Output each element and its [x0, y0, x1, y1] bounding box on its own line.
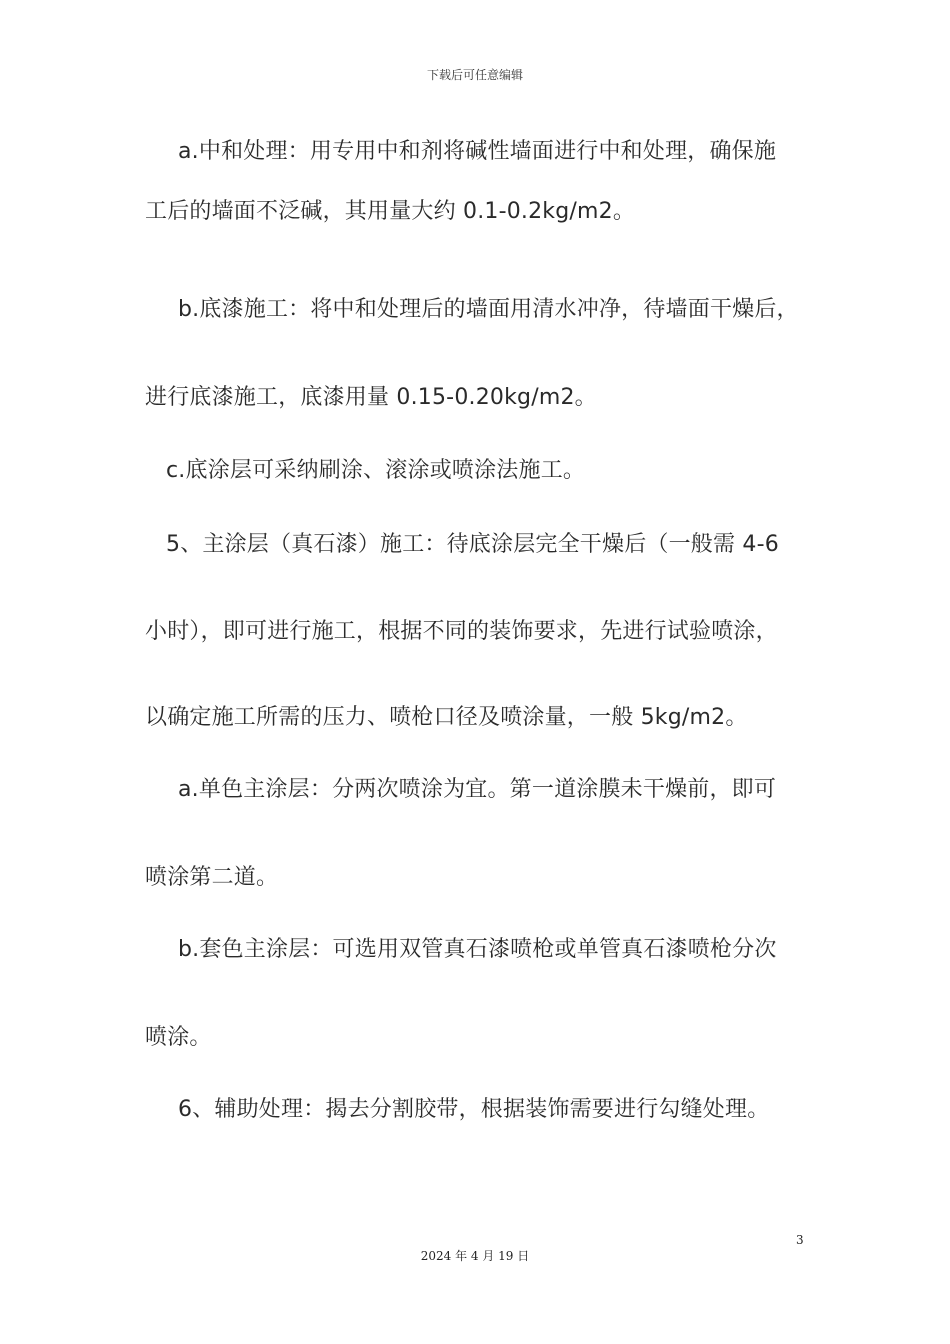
footer-date: 2024 年 4 月 19 日 [420, 1249, 530, 1263]
body-line: 小时），即可进行施工，根据不同的装饰要求，先进行试验喷涂， [145, 619, 778, 644]
body-line: c.底涂层可采纳刷涂、滚涂或喷涂法施工。 [166, 458, 586, 483]
body-line: a.中和处理：用专用中和剂将碱性墙面进行中和处理，确保施 [178, 139, 777, 164]
body-line: 喷涂第二道。 [145, 865, 279, 890]
body-line: 进行底漆施工，底漆用量 0.15-0.20kg/m2。 [145, 385, 597, 410]
page-number: 3 [796, 1233, 804, 1247]
page-header: 下载后可任意编辑 [426, 68, 523, 82]
body-line: 工后的墙面不泛碱，其用量大约 0.1-0.2kg/m2。 [145, 199, 636, 224]
body-line: a.单色主涂层：分两次喷涂为宜。第一道涂膜未干燥前，即可 [178, 777, 777, 802]
body-line: 6、辅助处理：揭去分割胶带，根据装饰需要进行勾缝处理。 [178, 1097, 770, 1122]
body-line: b.底漆施工：将中和处理后的墙面用清水冲净，待墙面干燥后， [178, 297, 799, 322]
body-line: 以确定施工所需的压力、喷枪口径及喷涂量，一般 5kg/m2。 [145, 705, 748, 730]
body-line: 喷涂。 [145, 1025, 212, 1050]
body-line: b.套色主涂层：可选用双管真石漆喷枪或单管真石漆喷枪分次 [178, 937, 777, 962]
body-line: 5、主涂层（真石漆）施工：待底涂层完全干燥后（一般需 4-6 [166, 532, 779, 557]
